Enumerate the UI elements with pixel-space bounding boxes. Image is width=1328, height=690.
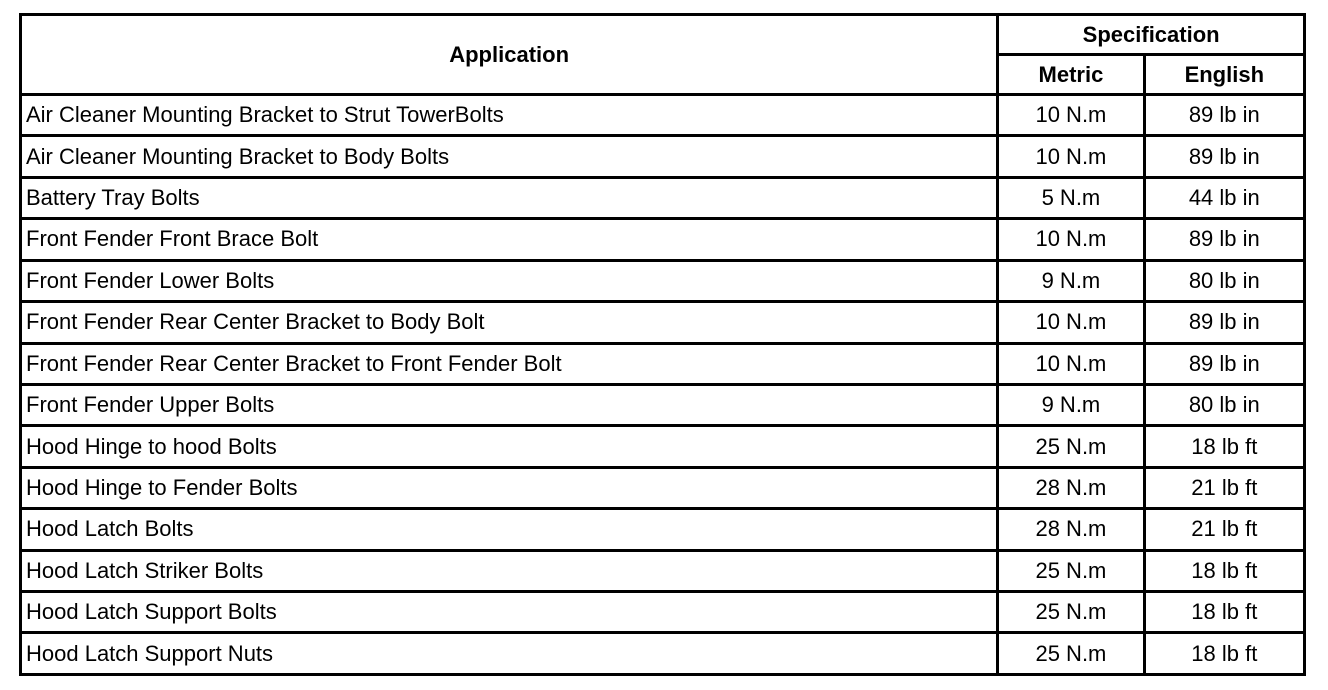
application-cell: Front Fender Rear Center Bracket to Front Fender Bolt — [21, 343, 998, 384]
application-cell: Hood Hinge to hood Bolts — [21, 426, 998, 467]
english-header: English — [1144, 55, 1304, 95]
table-row — [21, 136, 1305, 177]
english-cell: 44 lb in — [1144, 177, 1304, 218]
metric-cell: 10 N.m — [998, 95, 1144, 136]
english-cell: 89 lb in — [1144, 136, 1304, 177]
metric-cell: 25 N.m — [998, 592, 1144, 633]
table-row — [21, 384, 1305, 425]
table-row — [21, 509, 1305, 550]
application-cell: Hood Latch Striker Bolts — [21, 550, 998, 591]
table-row — [21, 633, 1305, 675]
english-cell: 18 lb ft — [1144, 633, 1304, 675]
table-row — [21, 302, 1305, 343]
metric-cell: 10 N.m — [998, 343, 1144, 384]
metric-cell: 28 N.m — [998, 467, 1144, 508]
application-cell: Hood Hinge to Fender Bolts — [21, 467, 998, 508]
application-cell: Hood Latch Support Nuts — [21, 633, 998, 675]
application-cell: Hood Latch Support Bolts — [21, 592, 998, 633]
metric-cell: 10 N.m — [998, 219, 1144, 260]
application-cell: Front Fender Rear Center Bracket to Body Bolt — [21, 302, 998, 343]
table-row — [21, 592, 1305, 633]
english-cell: 80 lb in — [1144, 384, 1304, 425]
english-cell: 18 lb ft — [1144, 592, 1304, 633]
application-cell: Air Cleaner Mounting Bracket to Body Bolts — [21, 136, 998, 177]
table-row — [21, 426, 1305, 467]
application-cell: Front Fender Upper Bolts — [21, 384, 998, 425]
application-cell: Hood Latch Bolts — [21, 509, 998, 550]
table-row — [21, 467, 1305, 508]
english-cell: 89 lb in — [1144, 343, 1304, 384]
metric-cell: 10 N.m — [998, 136, 1144, 177]
table-row — [21, 177, 1305, 218]
metric-cell: 10 N.m — [998, 302, 1144, 343]
application-cell: Air Cleaner Mounting Bracket to Strut TowerBolts — [21, 95, 998, 136]
english-cell: 18 lb ft — [1144, 550, 1304, 591]
table-row — [21, 343, 1305, 384]
specification-header: Specification — [998, 15, 1305, 55]
application-cell: Battery Tray Bolts — [21, 177, 998, 218]
table-row — [21, 219, 1305, 260]
metric-cell: 25 N.m — [998, 633, 1144, 675]
application-header: Application — [21, 15, 998, 95]
english-cell: 18 lb ft — [1144, 426, 1304, 467]
metric-header: Metric — [998, 55, 1144, 95]
english-cell: 89 lb in — [1144, 302, 1304, 343]
english-cell: 21 lb ft — [1144, 467, 1304, 508]
metric-cell: 25 N.m — [998, 550, 1144, 591]
english-cell: 21 lb ft — [1144, 509, 1304, 550]
metric-cell: 28 N.m — [998, 509, 1144, 550]
metric-cell: 25 N.m — [998, 426, 1144, 467]
metric-cell: 9 N.m — [998, 260, 1144, 301]
header-row-top — [21, 15, 1305, 55]
metric-cell: 5 N.m — [998, 177, 1144, 218]
table-row — [21, 260, 1305, 301]
english-cell: 89 lb in — [1144, 219, 1304, 260]
application-cell: Front Fender Lower Bolts — [21, 260, 998, 301]
torque-spec-table — [19, 13, 1306, 676]
metric-cell: 9 N.m — [998, 384, 1144, 425]
english-cell: 89 lb in — [1144, 95, 1304, 136]
table-row — [21, 95, 1305, 136]
table-row — [21, 550, 1305, 591]
application-cell: Front Fender Front Brace Bolt — [21, 219, 998, 260]
english-cell: 80 lb in — [1144, 260, 1304, 301]
